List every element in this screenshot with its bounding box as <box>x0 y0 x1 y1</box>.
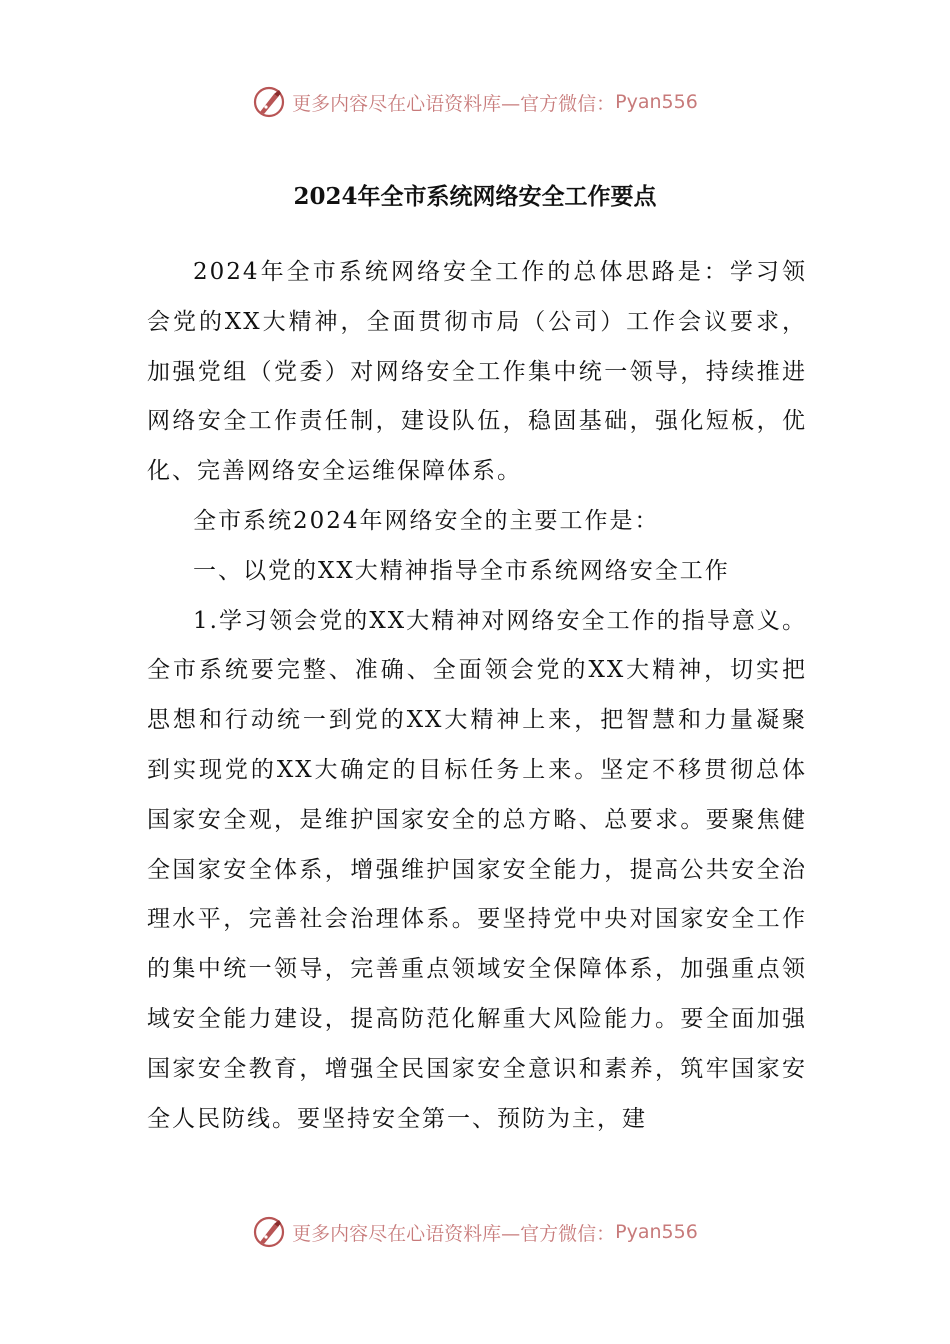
header-banner <box>0 82 950 122</box>
paragraph-main-tasks: 全市系统2024年网络安全的主要工作是： <box>193 507 660 534</box>
banner-text: 更多内容尽在心语资料库—官方微信： <box>292 1222 616 1245</box>
wechat-id: Pyan556 <box>615 91 698 113</box>
paragraph-overview: 2024年全市系统网络安全工作的总体思路是：学习领会党的XX大精神，全面贯彻市局（公司）工作会议要求，加强党组（党委）对网络安全工作集中统一领导，持续推进网络安全工作责任制，建设队伍，稳固基础，强化短板，优化、完善网络安全运维保障体系。 <box>147 259 807 485</box>
paragraph-item-1: 1.学习领会党的XX大精神对网络安全工作的指导意义。全市系统要完整、准确、全面领会党的XX大精神，切实把思想和行动统一到党的XX大精神上来，把智慧和力量凝聚到实现党的XX大确定的目标任务上来。坚定不移贯彻总体国家安全观，是维护国家安全的总方略、总要求。要聚焦健全国家安全体系，增强维护国家安全能力，提高公共安全治理水平，完善社会治理体系。要坚持党中央对国家安全工作的集中统一领导，完善重点领域安全保障体系，加强重点领域安全能力建设，提高防范化解重大风险能力。要全面加强国家安全教育，增强全民国家安全意识和素养，筑牢国家安全人民防线。要坚持安全第一、预防为主，建 <box>147 607 807 1132</box>
pen-nib-logo-icon <box>252 85 286 119</box>
section-heading-1: 一、以党的XX大精神指导全市系统网络安全工作 <box>193 557 730 584</box>
footer-banner <box>0 1212 950 1252</box>
pen-nib-logo-icon <box>252 1215 286 1249</box>
wechat-id: Pyan556 <box>615 1221 698 1243</box>
document-body <box>147 248 807 1144</box>
page-title: 2024年全市系统网络安全工作要点 <box>293 183 657 210</box>
banner-text: 更多内容尽在心语资料库—官方微信： <box>292 92 616 115</box>
